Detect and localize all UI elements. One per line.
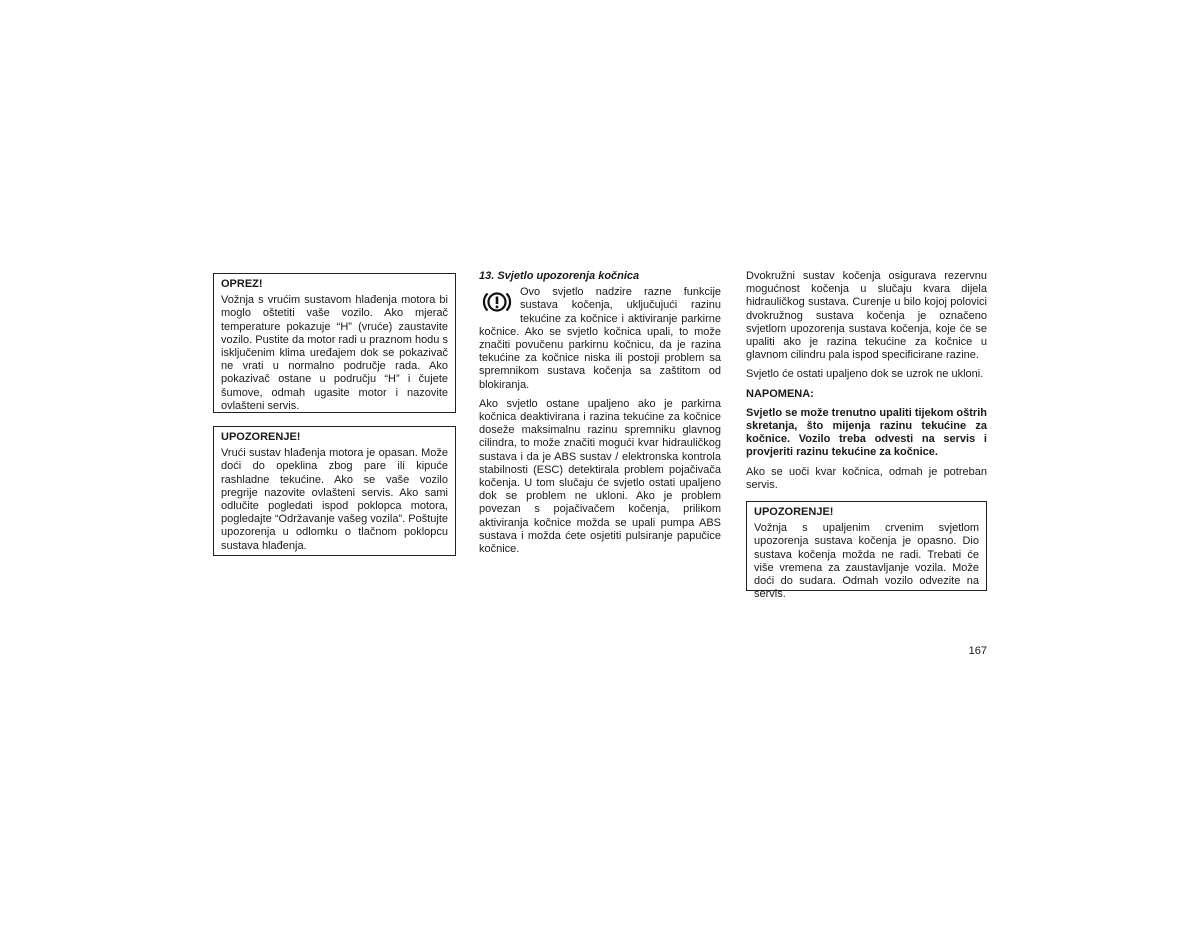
caution-title: OPREZ! xyxy=(221,278,263,290)
brake-light-paragraph-2: Ako svjetlo ostane upaljeno ako je parkirna kočnica deaktivirana i razina tekućine za kočnice dosežе maksimalnu razinu spremniku glavnog cilindra, to može značiti mogući kvar hidrauličkog sustava i da je ABS sustav / elektronska kontrola stabilnosti (ESC) detektirala problem pojačivača kočenja. U tom slučaju će svjetlo ostati upaljeno dok se problem ne ukloni. Ako je problem povezan s pojačivačem kočenja, prilikom aktiviranja kočnice možda se upali pumpa ABS sustava i možda ćete osjetiti pulsiranje papučice kočnice. xyxy=(479,397,721,556)
brake-light-paragraph-1 xyxy=(479,286,721,392)
caution-box xyxy=(213,273,456,413)
brake-warning-icon xyxy=(479,288,515,316)
warning-box-brake xyxy=(746,501,987,601)
middle-column xyxy=(479,270,721,562)
warning-box-cooling xyxy=(213,426,456,556)
warning-text: Vrući sustav hlađenja motora je opasan. Može doći do opeklina zbog pare ili kipuće rashladne tekućine. Ako se vaše vozilo pregrije nazovite ovlašteni servis. Ako sami odlučite pogledati ispod poklopca motora, pogledajte “Održavanje vašeg vozila”. Poštujte upozorenja u odlomku o tlačnom poklopcu sustava hlađenja. xyxy=(221,447,448,552)
brake-light-paragraph-1-text: Ovo svjetlo nadzire razne funkcije sustava kočenja, uključujući razinu tekućine za kočnice i aktiviranje parkirne kočnice. Ako se svjetlo kočnica upali, to može značiti povučenu parkirnu kočnicu, da je razina tekućine za kočnice niska ili postoji problem sa spremnikom sustava kočenja sa zaštitom od blokiranja. xyxy=(479,286,721,391)
light-stays-on-paragraph: Svjetlo će ostati upaljeno dok se uzrok ne ukloni. xyxy=(746,368,984,381)
dual-circuit-paragraph: Dvokružni sustav kočenja osigurava rezervnu mogućnost kočenja u slučaju kvara dijela hidrauličkog sustava. Curenje u bilo kojoj polovici dvokružnog sustava kočenja je označeno svjetlom upozorenja sustava kočenja, koje će se upaliti ako je razina tekućine za kočnice u glavnom cilindru pala ispod specificirane razine. xyxy=(746,270,987,362)
note-text: Svjetlo se može trenutno upaliti tijekom oštrih skretanja, što mijenja razinu tekućine za kočnice. Vozilo treba odvesti na servis i provjeriti razinu tekućine za kočnice. xyxy=(746,406,987,459)
caution-text: Vožnja s vrućim sustavom hlađenja motora bi moglo oštetiti vaše vozilo. Ako mjerač temperature pokazuje “H” (vruće) zaustavite vozilo. Pustite da motor radi u praznom hodu s isključenim klima uređajem dok se pokazivač ne vrati u normalno područje rada. Ako pokazivač ostane u području “H” i čujete šumove, odmah ugasite motor i nazovite ovlašteni servis. xyxy=(221,294,448,412)
note-label: NAPOMENA: xyxy=(746,387,814,400)
warning-title: UPOZORENJE! xyxy=(754,506,834,519)
left-column xyxy=(213,273,456,556)
section-heading: 13. Svjetlo upozorenja kočnica xyxy=(479,270,640,282)
service-paragraph: Ako se uoči kvar kočnica, odmah je potreban servis. xyxy=(746,465,987,491)
page-number: 167 xyxy=(968,645,987,657)
warning-text: Vožnja s upaljenim crvenim svjetlom upozorenja sustava kočenja je opasno. Dio sustava kočenja možda ne radi. Trebati će više vremena za zaustavljanje vozila. Može doći do sudara. Odmah vozilo odvezite na servis. xyxy=(754,522,979,601)
warning-title: UPOZORENJE! xyxy=(221,431,301,443)
right-column xyxy=(746,270,987,601)
